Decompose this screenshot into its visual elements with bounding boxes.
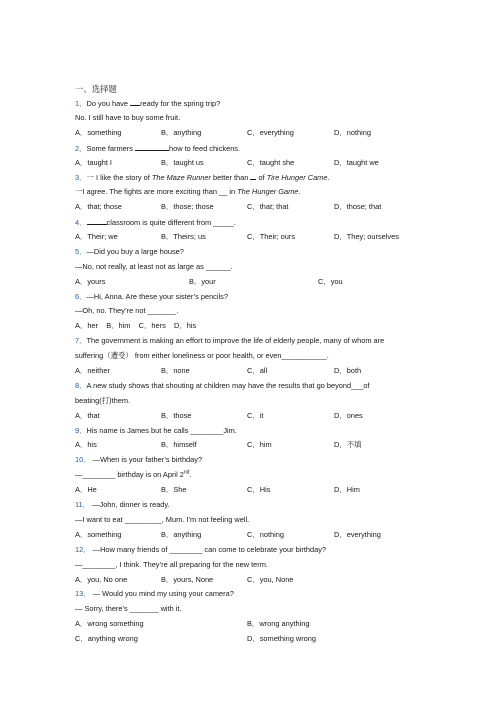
answer-option: A．wrong something <box>75 619 144 629</box>
question-text: . <box>327 173 330 183</box>
question-number: 13． <box>75 589 91 599</box>
question-line <box>75 334 435 349</box>
question-list <box>75 82 435 647</box>
options-row <box>75 573 435 588</box>
answer-option: A．something <box>75 529 122 539</box>
question-number: 3． <box>75 173 87 183</box>
answer-option: C．you <box>318 276 343 286</box>
dialogue-line <box>75 513 435 528</box>
answer-option: A．He <box>75 485 97 495</box>
question-number: 8． <box>75 380 87 390</box>
question-line <box>75 379 435 394</box>
answer-option: A．you, No one <box>75 574 128 584</box>
dialogue-text: beating(打)them. <box>75 395 131 405</box>
options-row <box>75 617 435 632</box>
answer-option: D．They; ourselves <box>334 232 399 242</box>
options-row <box>75 632 435 647</box>
question-text: Do you have <box>86 99 131 108</box>
question-text: His name is James but he calls ________Jim. <box>86 425 237 435</box>
dialogue-line <box>75 349 435 364</box>
italic-title: Tire Hunger Came <box>266 173 328 183</box>
dialogue-line <box>75 260 435 275</box>
answer-option: C．it <box>247 410 264 420</box>
question-text: —Did you buy a large house? <box>86 246 184 256</box>
answer-option: C．anything wrong <box>75 634 138 644</box>
question-text: A new study shows that shouting at children may have the results that go beyond___of <box>86 380 370 390</box>
answer-option: A．that <box>75 410 100 420</box>
question-text: — Would you mind my using your camera? <box>90 589 234 599</box>
superscript: nd <box>183 469 190 476</box>
answer-option: B．anything <box>161 529 202 539</box>
options-row <box>75 200 435 215</box>
question-line <box>75 96 435 111</box>
question-text: how to feed chickens. <box>168 143 241 153</box>
question-number: 1． <box>75 99 87 108</box>
answer-option: D．both <box>334 366 362 376</box>
dialogue-line <box>75 394 435 409</box>
answer-option: B．anything <box>161 127 202 137</box>
dialogue-line <box>75 468 435 483</box>
dialogue-text: —Oh, no. They’re not _______. <box>75 306 179 316</box>
question-line <box>75 215 435 230</box>
question-text: of <box>256 173 267 183</box>
dialogue-text: suffering（遭受） from either loneliness or poor health, or even___________. <box>75 351 329 361</box>
options-row <box>75 364 435 379</box>
question-number: 6． <box>75 291 87 301</box>
answer-option: C．taught she <box>247 157 295 167</box>
question-line <box>75 290 435 305</box>
italic-title: The Maze Runner <box>151 173 211 183</box>
question-line <box>75 424 435 439</box>
question-number: 2． <box>75 143 87 153</box>
question-line <box>75 543 435 558</box>
answer-option: B．your <box>189 276 216 286</box>
question-text: 一 I like the story of <box>86 173 152 183</box>
answer-option: B．yours, None <box>161 574 214 584</box>
dialogue-line <box>75 602 435 617</box>
question-number: 5． <box>75 246 87 256</box>
answer-option: C．him <box>247 440 272 450</box>
answer-option: C．Their; ours <box>247 232 296 242</box>
answer-option: A．that; those <box>75 202 122 212</box>
dialogue-text: . <box>298 187 301 197</box>
answer-option: C．everything <box>247 127 294 137</box>
options-row <box>75 438 435 453</box>
question-text: —John, dinner is ready. <box>90 500 170 510</box>
question-text: The government is making an effort to improve the life of elderly people, many of whom are <box>86 336 385 346</box>
dialogue-text: No. I still have to buy some fruit. <box>75 112 181 122</box>
options-row <box>75 483 435 498</box>
answer-option: B．those <box>161 410 192 420</box>
answer-option: A．Their; we <box>75 232 118 242</box>
dialogue-text: . <box>189 470 192 480</box>
answer-option: C．you, None <box>247 574 294 584</box>
answer-option: B．none <box>161 366 190 376</box>
question-line <box>75 587 435 602</box>
question-line <box>75 453 435 468</box>
answer-option: C．that; that <box>247 202 289 212</box>
question-line <box>75 498 435 513</box>
answer-option: A．taught I <box>75 157 112 167</box>
answer-options: A．her B．him C．hers D．his <box>75 321 197 331</box>
answer-option: B．himself <box>161 440 197 450</box>
options-row <box>75 528 435 543</box>
dialogue-text: —No, not really, at least not as large as ______. <box>75 261 233 271</box>
answer-blank <box>135 141 169 151</box>
italic-title: The Hunger Game <box>237 187 299 197</box>
answer-option: D．Him <box>334 485 360 495</box>
question-text: better than <box>210 173 251 183</box>
options-row <box>75 156 435 171</box>
question-number: 10． <box>75 455 91 465</box>
dialogue-text: —________, I think. They’re all preparing for the new term. <box>75 559 268 569</box>
answer-option: D．ones <box>334 410 363 420</box>
answer-option: A．something <box>75 127 122 137</box>
answer-option: C．His <box>247 485 271 495</box>
answer-blank <box>130 96 140 106</box>
question-number: 4． <box>75 218 87 228</box>
options-row <box>75 230 435 245</box>
answer-option: D．everything <box>334 529 381 539</box>
dialogue-line <box>75 111 435 126</box>
answer-option: B．Theirs; us <box>161 232 206 242</box>
question-text: ready for the spring trip? <box>140 99 221 108</box>
options-row <box>75 275 435 290</box>
answer-option: A．his <box>75 440 97 450</box>
dialogue-text: 一I agree. The fights are more exciting than __ in <box>75 187 238 197</box>
question-number: 9． <box>75 425 87 435</box>
answer-option: C．all <box>247 366 268 376</box>
answer-option: D．something wrong <box>247 634 317 644</box>
answer-option: A．neither <box>75 366 110 376</box>
question-text: —How many friends of ________ can come to celebrate your birthday? <box>90 544 327 554</box>
question-line <box>75 245 435 260</box>
question-text: —Hi, Anna. Are these your sister’s pencils? <box>86 291 228 301</box>
answer-option: A．yours <box>75 276 106 286</box>
options-row <box>75 319 435 334</box>
answer-option: D．nothing <box>334 127 371 137</box>
options-row <box>75 126 435 141</box>
dialogue-text: —I want to eat _________, Mum. I’m not feeling well. <box>75 514 250 524</box>
dialogue-text: —________ birthday is on April 2 <box>75 470 184 480</box>
answer-option: B．wrong anything <box>247 619 310 629</box>
answer-option: D．taught we <box>334 157 379 167</box>
question-line <box>75 141 435 156</box>
options-row <box>75 409 435 424</box>
question-number: 11． <box>75 500 91 510</box>
question-line <box>75 170 435 185</box>
answer-option: B．She <box>161 485 187 495</box>
answer-option: B．those; those <box>161 202 214 212</box>
answer-option: C．nothing <box>247 529 284 539</box>
question-text: —When is your father’s birthday? <box>90 455 203 465</box>
dialogue-line <box>75 185 435 200</box>
dialogue-text: — Sorry, there’s _______ with it. <box>75 604 182 614</box>
dialogue-line <box>75 558 435 573</box>
question-number: 7． <box>75 336 87 346</box>
answer-option: B．taught us <box>161 157 204 167</box>
question-number: 12． <box>75 544 91 554</box>
dialogue-line <box>75 304 435 319</box>
answer-blank <box>87 215 107 225</box>
answer-option: D．不填 <box>334 440 362 450</box>
section-title: 一、选择题 <box>75 84 117 94</box>
answer-option: D．those; that <box>334 202 382 212</box>
question-text: classroom is quite different from _____. <box>106 218 236 228</box>
question-text: Some farmers <box>86 143 135 153</box>
